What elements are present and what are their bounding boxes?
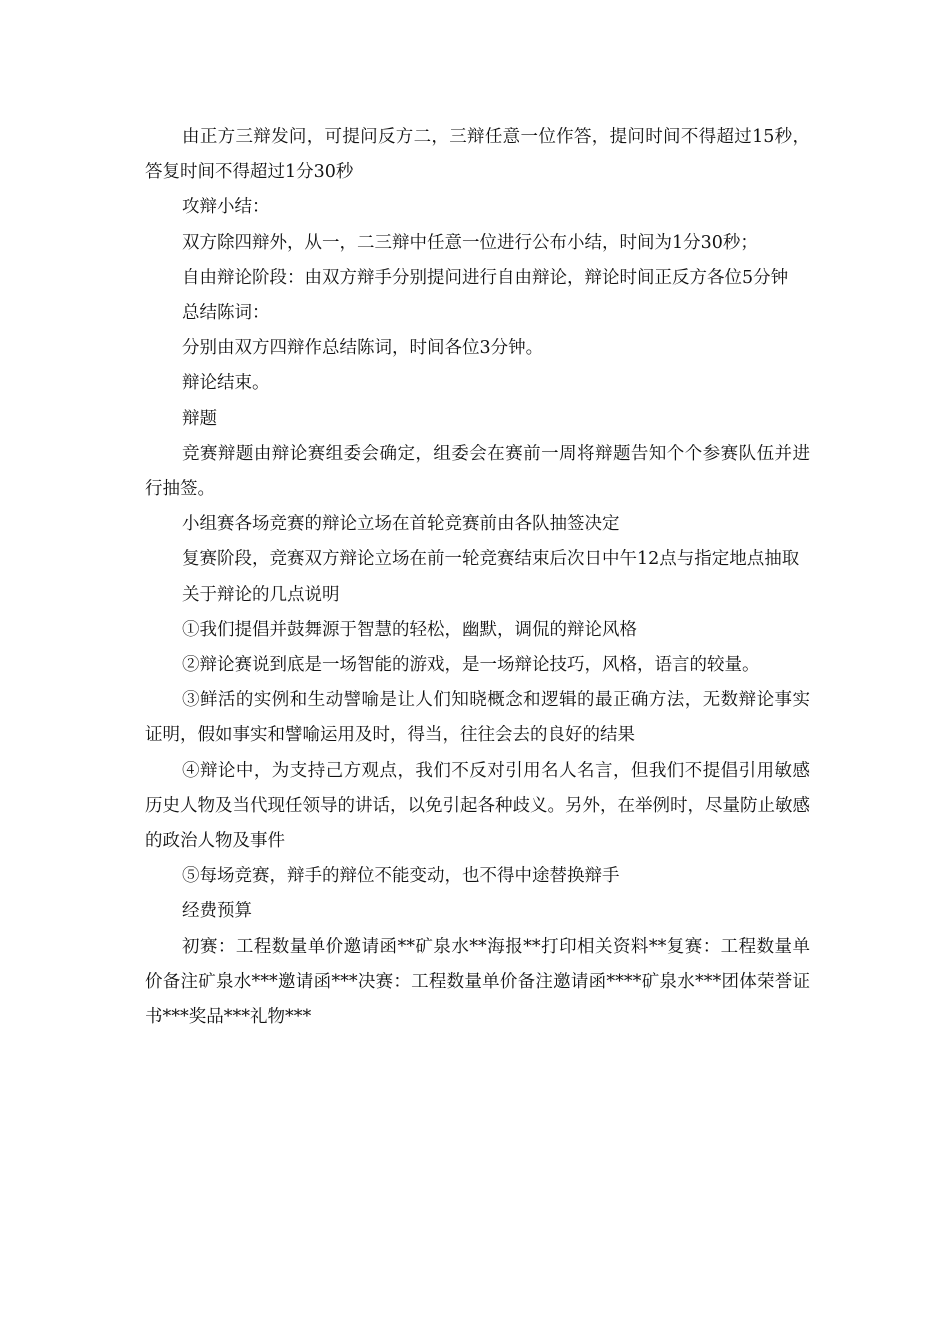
paragraph-note-2: ②辩论赛说到底是一场智能的游戏，是一场辩论技巧，风格，语言的较量。 [182, 655, 760, 676]
paragraph-cross-summary-heading: 攻辩小结： [182, 197, 270, 218]
paragraph-topic-rule: 竞赛辩题由辩论赛组委会确定，组委会在赛前一周将辩题告知个个参赛队伍并进行抽签。 [145, 443, 810, 500]
paragraph-note-4: ④辩论中，为支持己方观点，我们不反对引用名人名言，但我们不提倡引用敏感历史人物及当代现任领导的讲话，以免引起各种歧义。另外，在举例时，尽量防止敏感的政治人物及事件 [145, 760, 810, 852]
paragraph-closing-rule: 分别由双方四辩作总结陈词，时间各位3分钟。 [182, 338, 544, 359]
paragraph-budget-detail: 初赛：工程数量单价邀请函**矿泉水**海报**打印相关资料**复赛：工程数量单价备注矿泉水***邀请函***决赛：工程数量单价备注邀请函****矿泉水***团体荣誉证书***奖品***礼物*** [145, 936, 810, 1028]
paragraph-note-1: ①我们提倡并鼓舞源于智慧的轻松，幽默，调侃的辩论风格 [182, 619, 637, 640]
paragraph-rematch-stance: 复赛阶段，竞赛双方辩论立场在前一轮竞赛结束后次日中午12点与指定地点抽取 [182, 549, 800, 570]
paragraph-topic-heading: 辩题 [182, 408, 217, 429]
document-page [145, 120, 810, 1035]
paragraph-note-5: ⑤每场竞赛，辩手的辩位不能变动，也不得中途替换辩手 [182, 866, 620, 887]
paragraph-debate-end: 辩论结束。 [182, 373, 270, 394]
paragraph-budget-heading: 经费预算 [182, 901, 252, 922]
paragraph-notes-heading: 关于辩论的几点说明 [182, 584, 340, 605]
paragraph-note-3: ③鲜活的实例和生动譬喻是让人们知晓概念和逻辑的最正确方法，无数辩论事实证明，假如事实和譬喻运用及时，得当，往往会去的良好的结果 [145, 690, 810, 746]
paragraph-rebuttal-question: 由正方三辩发问，可提问反方二，三辩任意一位作答，提问时间不得超过15秒，答复时间不得超过1分30秒 [145, 127, 810, 183]
paragraph-group-stance: 小组赛各场竞赛的辩论立场在首轮竞赛前由各队抽签决定 [182, 514, 620, 535]
paragraph-closing-heading: 总结陈词： [182, 303, 270, 324]
paragraph-cross-summary-rule: 双方除四辩外，从一，二三辩中任意一位进行公布小结，时间为1分30秒； [182, 232, 758, 253]
paragraph-free-debate: 自由辩论阶段：由双方辩手分别提问进行自由辩论，辩论时间正反方各位5分钟 [182, 267, 789, 288]
